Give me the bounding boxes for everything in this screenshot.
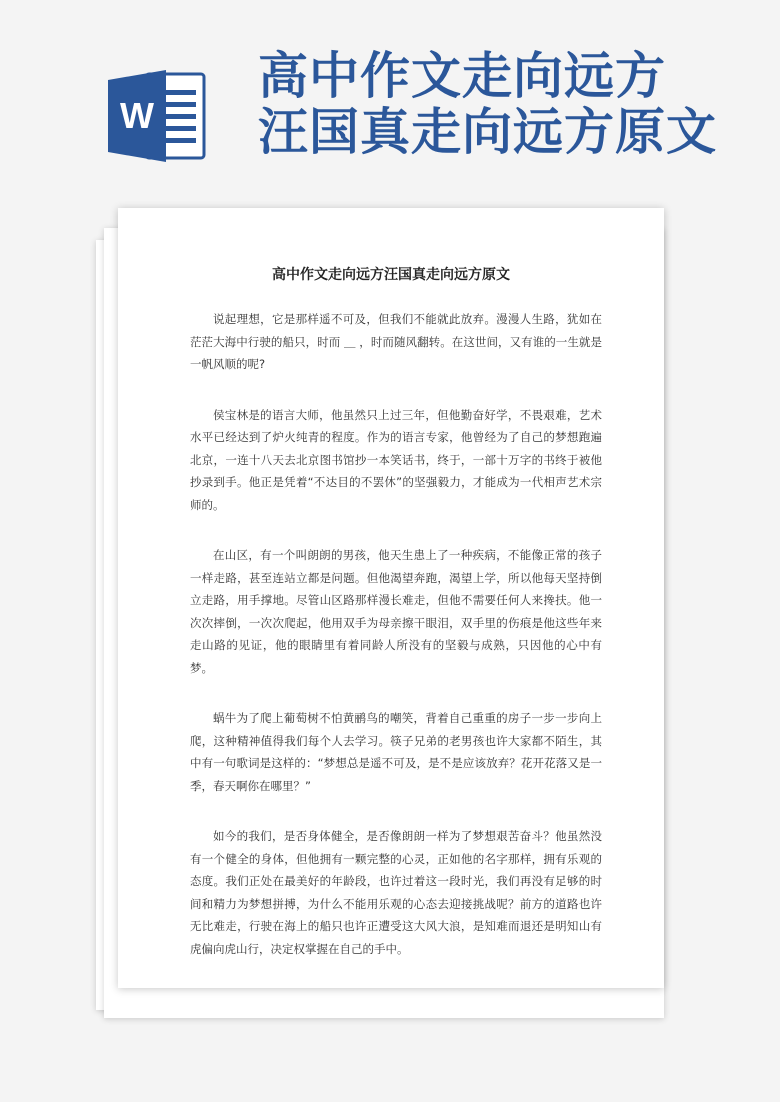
- paragraph: 侯宝林是的语言大师，他虽然只上过三年，但他勤奋好学，不畏艰难，艺术水平已经达到了炉火纯青的程度。作为的语言专家，他曾经为了自己的梦想跑遍北京，一连十八天去北京图书馆抄一本笑话书，终于，一部十万字的书终于被他抄录到手。他正是凭着“不达目的不罢休”的坚强毅力，才能成为一代相声艺术宗师的。: [190, 407, 602, 512]
- paragraph: 如今的我们，是否身体健全，是否像朗朗一样为了梦想艰苦奋斗？他虽然没有一个健全的身体，但他拥有一颗完整的心灵，正如他的名字那样，拥有乐观的态度。我们正处在最美好的年龄段，也许过着这一段时光，我们再没有足够的时间和精力为梦想拼搏，为什么不能用乐观的心态去迎接挑战呢？前方的道路也许无比难走，行驶在海上的船只也许正遭受这大风大浪，是知难而退还是明知山有虎偏向虎山行，决定权掌握在自己的手中。: [190, 829, 602, 956]
- paragraph: 蜗牛为了爬上葡萄树不怕黄鹂鸟的嘲笑，背着自己重重的房子一步一步向上爬，这种精神值得我们每个人去学习。筷子兄弟的老男孩也许大家都不陌生，其中有一句歌词是这样的：“梦想总是遥不可及，是不是应该放弃？花开花落又是一季，春天啊你在哪里？”: [190, 711, 602, 793]
- word-document-icon: [108, 70, 208, 162]
- paragraph: 说起理想，它是那样遥不可及，但我们不能就此放弃。漫漫人生路，犹如在茫茫大海中行驶的船只，时而 ＿ ，时而随风翻转。在这世间，又有谁的一生就是一帆风顺的呢?: [190, 312, 602, 371]
- banner-title-line-1: 高中作文走向远方: [258, 46, 666, 105]
- document-body: [190, 308, 602, 988]
- document-page: [118, 208, 664, 988]
- banner-title-line-2: 汪国真走向远方原文: [258, 102, 717, 161]
- paragraph: 在山区，有一个叫朗朗的男孩，他天生患上了一种疾病，不能像正常的孩子一样走路，甚至连站立都是问题。但他渴望奔跑，渴望上学，所以他每天坚持倒立走路，用手撑地。尽管山区路那样漫长难走，但他不需要任何人来搀扶。他一次次摔倒，一次次爬起，他用双手为母亲擦干眼泪，双手里的伤痕是他这些年来走山路的见证，他的眼睛里有着同龄人所没有的坚毅与成熟，只因他的心中有梦。: [190, 548, 602, 675]
- header-banner: [0, 0, 780, 200]
- svg-text:W: W: [120, 95, 154, 136]
- document-title: 高中作文走向远方汪国真走向远方原文: [272, 267, 510, 283]
